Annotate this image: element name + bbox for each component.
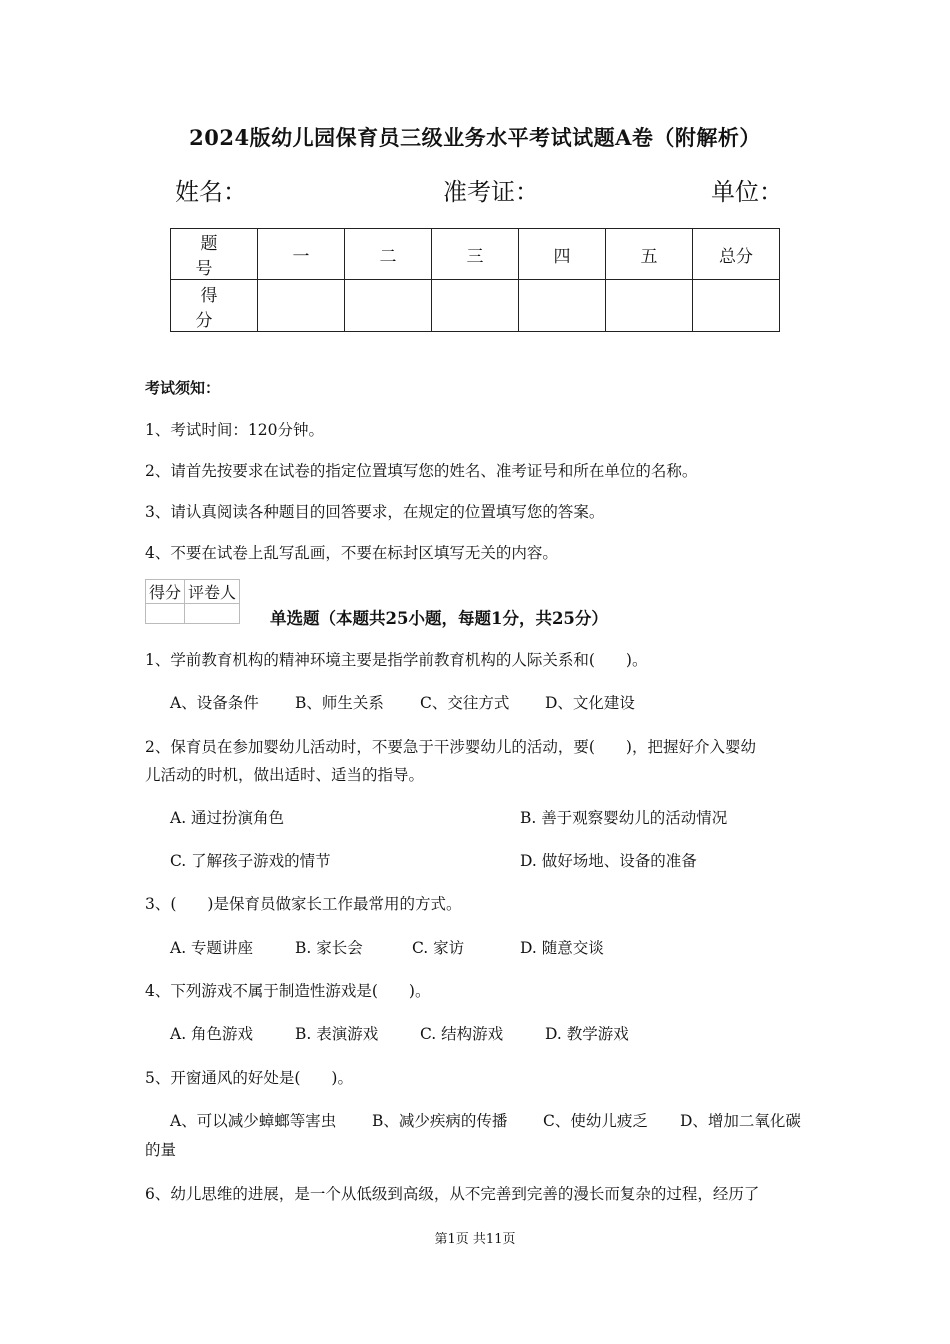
section-title: 单选题（本题共25小题，每题1分，共25分）: [270, 609, 608, 628]
exam-id-field-label: 准考证：: [443, 178, 539, 206]
question-option: D、增加二氧化碳: [680, 1112, 801, 1130]
score-table-cell: 五: [606, 229, 693, 280]
score-table-cell: 二: [345, 229, 432, 280]
question-stem: 1、学前教育机构的精神环境主要是指学前教育机构的人际关系和( )。: [145, 651, 648, 669]
score-blank: [693, 280, 780, 332]
grader-blank: [185, 604, 240, 624]
score-table-cell: 题 号: [171, 229, 258, 280]
candidate-fields: [175, 172, 785, 204]
name-field-label: 姓名：: [175, 178, 247, 206]
question-option: A. 通过扮演角色: [170, 809, 285, 827]
grader-box: [145, 579, 240, 624]
question-stem: 4、下列游戏不属于制造性游戏是( )。: [145, 982, 431, 1000]
score-blank: [606, 280, 693, 332]
page-title: 2024版幼儿园保育员三级业务水平考试试题A卷（附解析）: [189, 125, 761, 150]
unit-field-label: 单位：: [711, 178, 783, 206]
question-option: A. 专题讲座: [170, 939, 254, 957]
question-option: A、设备条件: [170, 694, 259, 712]
score-blank: [345, 280, 432, 332]
notice-item: 3、请认真阅读各种题目的回答要求，在规定的位置填写您的答案。: [145, 503, 605, 521]
question-stem: 6、幼儿思维的进展，是一个从低级到高级，从不完善到完善的漫长而复杂的过程，经历了: [145, 1185, 760, 1203]
score-table-cell: 总分: [693, 229, 780, 280]
question-stem: 5、开窗通风的好处是( )。: [145, 1069, 353, 1087]
question-option: C、使幼儿疲乏: [543, 1112, 648, 1130]
question-option: B. 表演游戏: [295, 1025, 379, 1043]
grader-score-label: 得分: [146, 580, 185, 604]
score-table: [170, 228, 780, 332]
question-option: A. 角色游戏: [170, 1025, 254, 1043]
grader-blank: [146, 604, 185, 624]
score-table-cell: 三: [432, 229, 519, 280]
grader-reviewer-label: 评卷人: [185, 580, 240, 604]
score-table-score-row: [171, 280, 780, 332]
score-table-cell: 一: [258, 229, 345, 280]
question-option: D. 做好场地、设备的准备: [520, 852, 697, 870]
question-option: C、交往方式: [420, 694, 510, 712]
question-option: D. 教学游戏: [545, 1025, 629, 1043]
question-option: D. 随意交谈: [520, 939, 604, 957]
question-option: C. 了解孩子游戏的情节: [170, 852, 331, 870]
notice-heading: 考试须知：: [145, 379, 221, 397]
question-option: B、减少疾病的传播: [372, 1112, 508, 1130]
score-table-cell: 得 分: [171, 280, 258, 332]
question-option: D、文化建设: [545, 694, 635, 712]
question-option: B. 善于观察婴幼儿的活动情况: [520, 809, 728, 827]
page-footer: 第1页 共11页: [434, 1232, 516, 1247]
score-table-cell: 四: [519, 229, 606, 280]
question-stem: 3、( )是保育员做家长工作最常用的方式。: [145, 895, 462, 913]
score-table-header-row: [171, 229, 780, 280]
question-option: B. 家长会: [295, 939, 363, 957]
question-option: A、可以减少蟑螂等害虫: [170, 1112, 337, 1130]
notice-item: 4、不要在试卷上乱写乱画，不要在标封区填写无关的内容。: [145, 544, 558, 562]
notice-item: 2、请首先按要求在试卷的指定位置填写您的姓名、准考证号和所在单位的名称。: [145, 462, 698, 480]
score-blank: [432, 280, 519, 332]
question-option: C. 结构游戏: [420, 1025, 504, 1043]
question-stem: 儿活动的时机，做出适时、适当的指导。: [145, 766, 425, 784]
question-option: C. 家访: [412, 939, 465, 957]
question-option: B、师生关系: [295, 694, 384, 712]
notice-item: 1、考试时间：120分钟。: [145, 421, 324, 439]
question-option-continuation: 的量: [145, 1141, 177, 1159]
question-stem: 2、保育员在参加婴幼儿活动时，不要急于干涉婴幼儿的活动，要( )，把握好介入婴幼: [145, 738, 756, 756]
score-blank: [519, 280, 606, 332]
